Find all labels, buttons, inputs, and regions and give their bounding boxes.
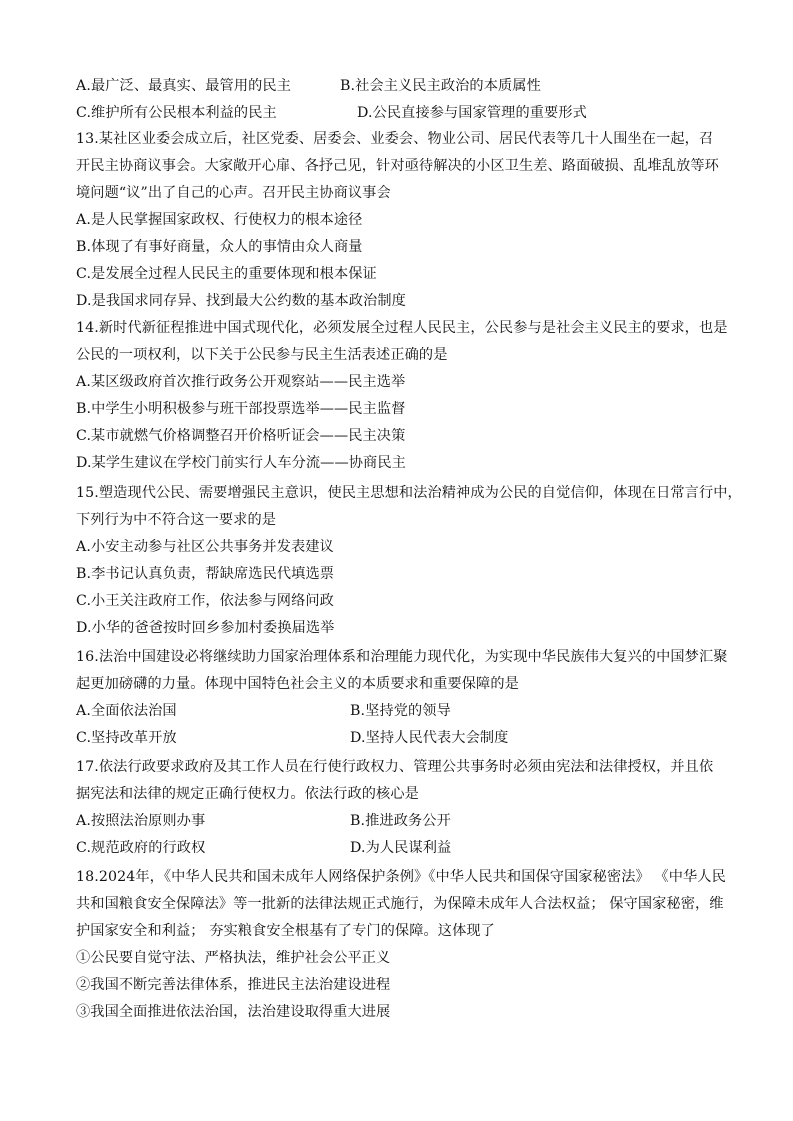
- q17-option-b: B.推进政务公开: [350, 813, 451, 829]
- q13-stem-line-2: 开民主协商议事会。大家敞开心扉、各抒己见，针对亟待解决的小区卫生差、路面破损、乱堆乱放等环: [76, 158, 719, 174]
- q16-option-b: B.坚持党的领导: [350, 703, 451, 719]
- q17-option-a: A.按照法治原则办事: [76, 813, 206, 829]
- q18-item-2: ②我国不断完善法律体系，推进民主法治建设进程: [76, 977, 391, 993]
- q15-stem-line-2: 下列行为中不符合这一要求的是: [76, 512, 277, 528]
- q17-stem-line-2: 据宪法和法律的规定正确行使权力。依法行政的核心是: [76, 786, 419, 802]
- q16-stem-line-1: 16.法治中国建设必将继续助力国家治理体系和治理能力现代化，为实现中华民族伟大复兴的中国梦汇聚: [76, 649, 728, 665]
- q13-stem-line-3: 境问题“议”出了自己的心声。召开民主协商议事会: [76, 185, 391, 201]
- q12-option-a: A.最广泛、最真实、最管用的民主: [76, 78, 291, 94]
- q16-option-c: C.坚持改革开放: [76, 730, 177, 746]
- q15-stem-line-1: 15.塑造现代公民、需要增强民主意识，使民主思想和法治精神成为公民的自觉信仰，体现在日常言行中，: [76, 485, 742, 501]
- q12-option-c: C.维护所有公民根本利益的民主: [76, 105, 277, 121]
- q12-option-b: B.社会主义民主政治的本质属性: [340, 78, 541, 94]
- q16-stem-line-2: 起更加磅礴的力量。体现中国特色社会主义的本质要求和重要保障的是: [76, 676, 519, 692]
- q15-option-d: D.小华的爸爸按时回乡参加村委换届选举: [76, 620, 335, 636]
- q14-option-c: C.某市就燃气价格调整召开价格听证会——民主决策: [76, 428, 406, 444]
- q16-option-a: A.全面依法治国: [76, 703, 177, 719]
- q18-item-1: ①公民要自觉守法、严格执法，维护社会公平正义: [76, 950, 391, 966]
- q17-option-d: D.为人民谋利益: [350, 840, 452, 856]
- q13-option-d: D.是我国求同存异、找到最大公约数的基本政治制度: [76, 293, 406, 309]
- q13-option-b: B.体现了有事好商量，众人的事情由众人商量: [76, 239, 363, 255]
- q13-option-c: C.是发展全过程人民民主的重要体现和根本保证: [76, 266, 377, 282]
- q12-option-d: D.公民直接参与国家管理的重要形式: [357, 105, 587, 121]
- q15-option-c: C.小王关注政府工作，依法参与网络问政: [76, 593, 334, 609]
- q17-option-c: C.规范政府的行政权: [76, 840, 206, 856]
- q18-stem-line-2: 共和国粮食安全保障法》等一批新的法律法规正式施行，为保障未成年人合法权益； 保守国家秘密，维: [76, 896, 724, 912]
- q14-option-b: B.中学生小明积极参与班干部投票选举——民主监督: [76, 401, 406, 417]
- q14-option-d: D.某学生建议在学校门前实行人车分流——协商民主: [76, 455, 406, 471]
- q16-option-d: D.坚持人民代表大会制度: [350, 730, 509, 746]
- q17-stem-line-1: 17.依法行政要求政府及其工作人员在行使行政权力、管理公共事务时必须由宪法和法律授权，并且依: [76, 759, 714, 775]
- q15-option-a: A.小安主动参与社区公共事务并发表建议: [76, 539, 334, 555]
- q14-stem-line-2: 公民的一项权利，以下关于公民参与民主生活表述正确的是: [76, 347, 448, 363]
- q18-item-3: ③我国全面推进依法治国，法治建设取得重大进展: [76, 1004, 391, 1020]
- q18-stem-line-3: 护国家安全和利益； 夯实粮食安全根基有了专门的保障。这体现了: [76, 923, 495, 939]
- q14-stem-line-1: 14.新时代新征程推进中国式现代化，必须发展全过程人民民主，公民参与是社会主义民主的要求，也是: [76, 320, 728, 336]
- q18-stem-line-1: 18.2024年，《中华人民共和国未成年人网络保护条例》《中华人民共和国保守国家秘密法》 《中华人民: [76, 869, 726, 885]
- q13-stem-line-1: 13.某社区业委会成立后，社区党委、居委会、业委会、物业公司、居民代表等几十人围坐在一起，召: [76, 131, 714, 147]
- q15-option-b: B.李书记认真负责，帮缺席选民代填选票: [76, 566, 335, 582]
- q14-option-a: A.某区级政府首次推行政务公开观察站——民主选举: [76, 374, 406, 390]
- q13-option-a: A.是人民掌握国家政权、行使权力的根本途径: [76, 212, 363, 228]
